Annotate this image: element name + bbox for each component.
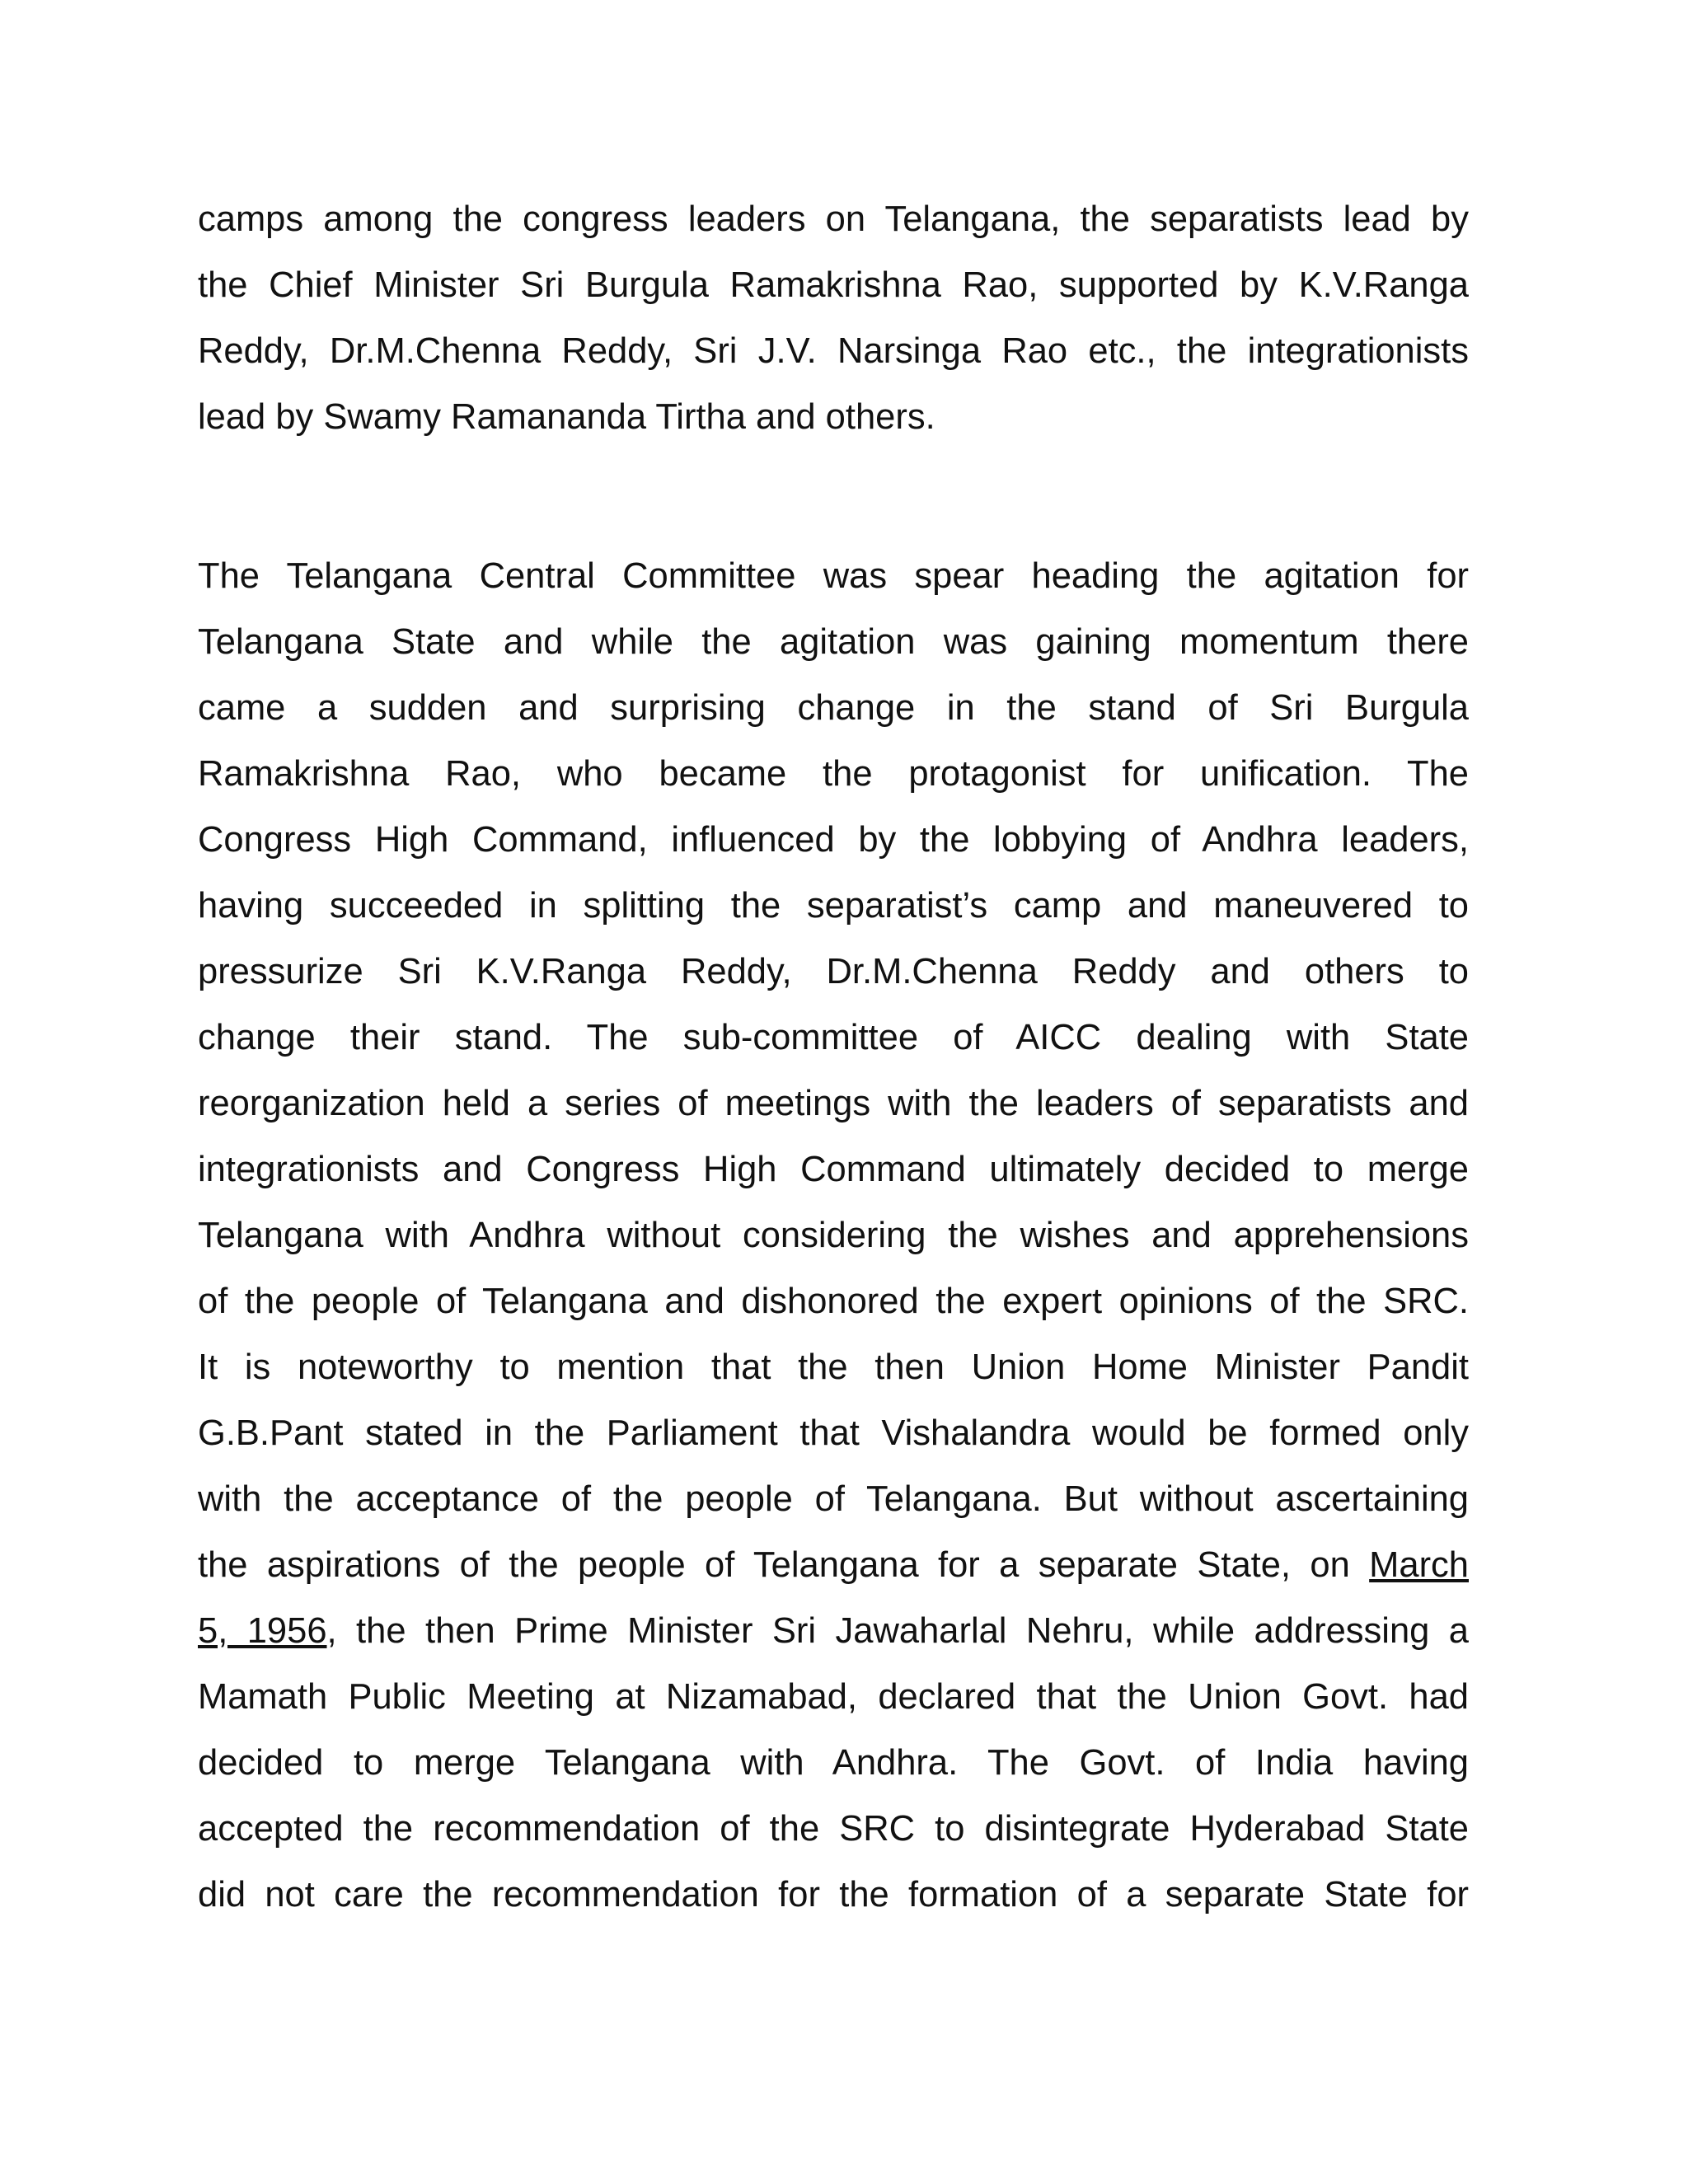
text-line: It is noteworthy to mention that the then Union Home Minister Pandit <box>198 1347 1469 1387</box>
paragraph-2 <box>198 543 1469 1928</box>
text-line: did not care the recommendation for the formation of a separate State for <box>198 1875 1469 1915</box>
text-line: G.B.Pant stated in the Parliament that Vishalandra would be formed only <box>198 1413 1469 1453</box>
text-line: reorganization held a series of meetings with the leaders of separatists and <box>198 1084 1469 1123</box>
text-line: of the people of Telangana and dishonored the expert opinions of the SRC. <box>198 1282 1469 1321</box>
text-line: accepted the recommendation of the SRC to disintegrate Hyderabad State <box>198 1809 1469 1849</box>
text-line: having succeeded in splitting the separatist’s camp and maneuvered to <box>198 886 1469 926</box>
text-line: camps among the congress leaders on Telangana, the separatists lead by <box>198 199 1469 239</box>
text-segment: the aspirations of the people of Telangana for a separate State, on <box>198 1545 1370 1585</box>
paragraph-1 <box>198 186 1469 450</box>
text-line: Reddy, Dr.M.Chenna Reddy, Sri J.V. Narsinga Rao etc., the integrationists <box>198 331 1469 371</box>
underlined-date-part2: 5, 1956 <box>198 1611 327 1651</box>
text-line <box>198 1532 1469 1598</box>
text-line: Telangana State and while the agitation was gaining momentum there <box>198 622 1469 662</box>
text-line: Ramakrishna Rao, who became the protagonist for unification. The <box>198 754 1469 794</box>
text-segment: , the then Prime Minister Sri Jawaharlal Nehru, while addressing a <box>326 1611 1469 1651</box>
text-line: the Chief Minister Sri Burgula Ramakrishna Rao, supported by K.V.Ranga <box>198 265 1469 305</box>
text-line: decided to merge Telangana with Andhra. The Govt. of India having <box>198 1743 1469 1783</box>
text-line: Mamath Public Meeting at Nizamabad, declared that the Union Govt. had <box>198 1677 1469 1717</box>
text-line <box>198 1598 1469 1664</box>
text-line: change their stand. The sub-committee of AICC dealing with State <box>198 1018 1469 1057</box>
underlined-date-part1: March <box>1369 1545 1469 1585</box>
text-line: with the acceptance of the people of Telangana. But without ascertaining <box>198 1479 1469 1519</box>
text-line: integrationists and Congress High Command ultimately decided to merge <box>198 1150 1469 1189</box>
text-line: lead by Swamy Ramananda Tirtha and others. <box>198 397 935 437</box>
text-line: Telangana with Andhra without considering the wishes and apprehensions <box>198 1216 1469 1255</box>
text-line: came a sudden and surprising change in the stand of Sri Burgula <box>198 688 1469 728</box>
text-line: Congress High Command, influenced by the lobbying of Andhra leaders, <box>198 820 1469 860</box>
text-line: pressurize Sri K.V.Ranga Reddy, Dr.M.Chenna Reddy and others to <box>198 952 1469 991</box>
text-line: The Telangana Central Committee was spear heading the agitation for <box>198 556 1469 596</box>
